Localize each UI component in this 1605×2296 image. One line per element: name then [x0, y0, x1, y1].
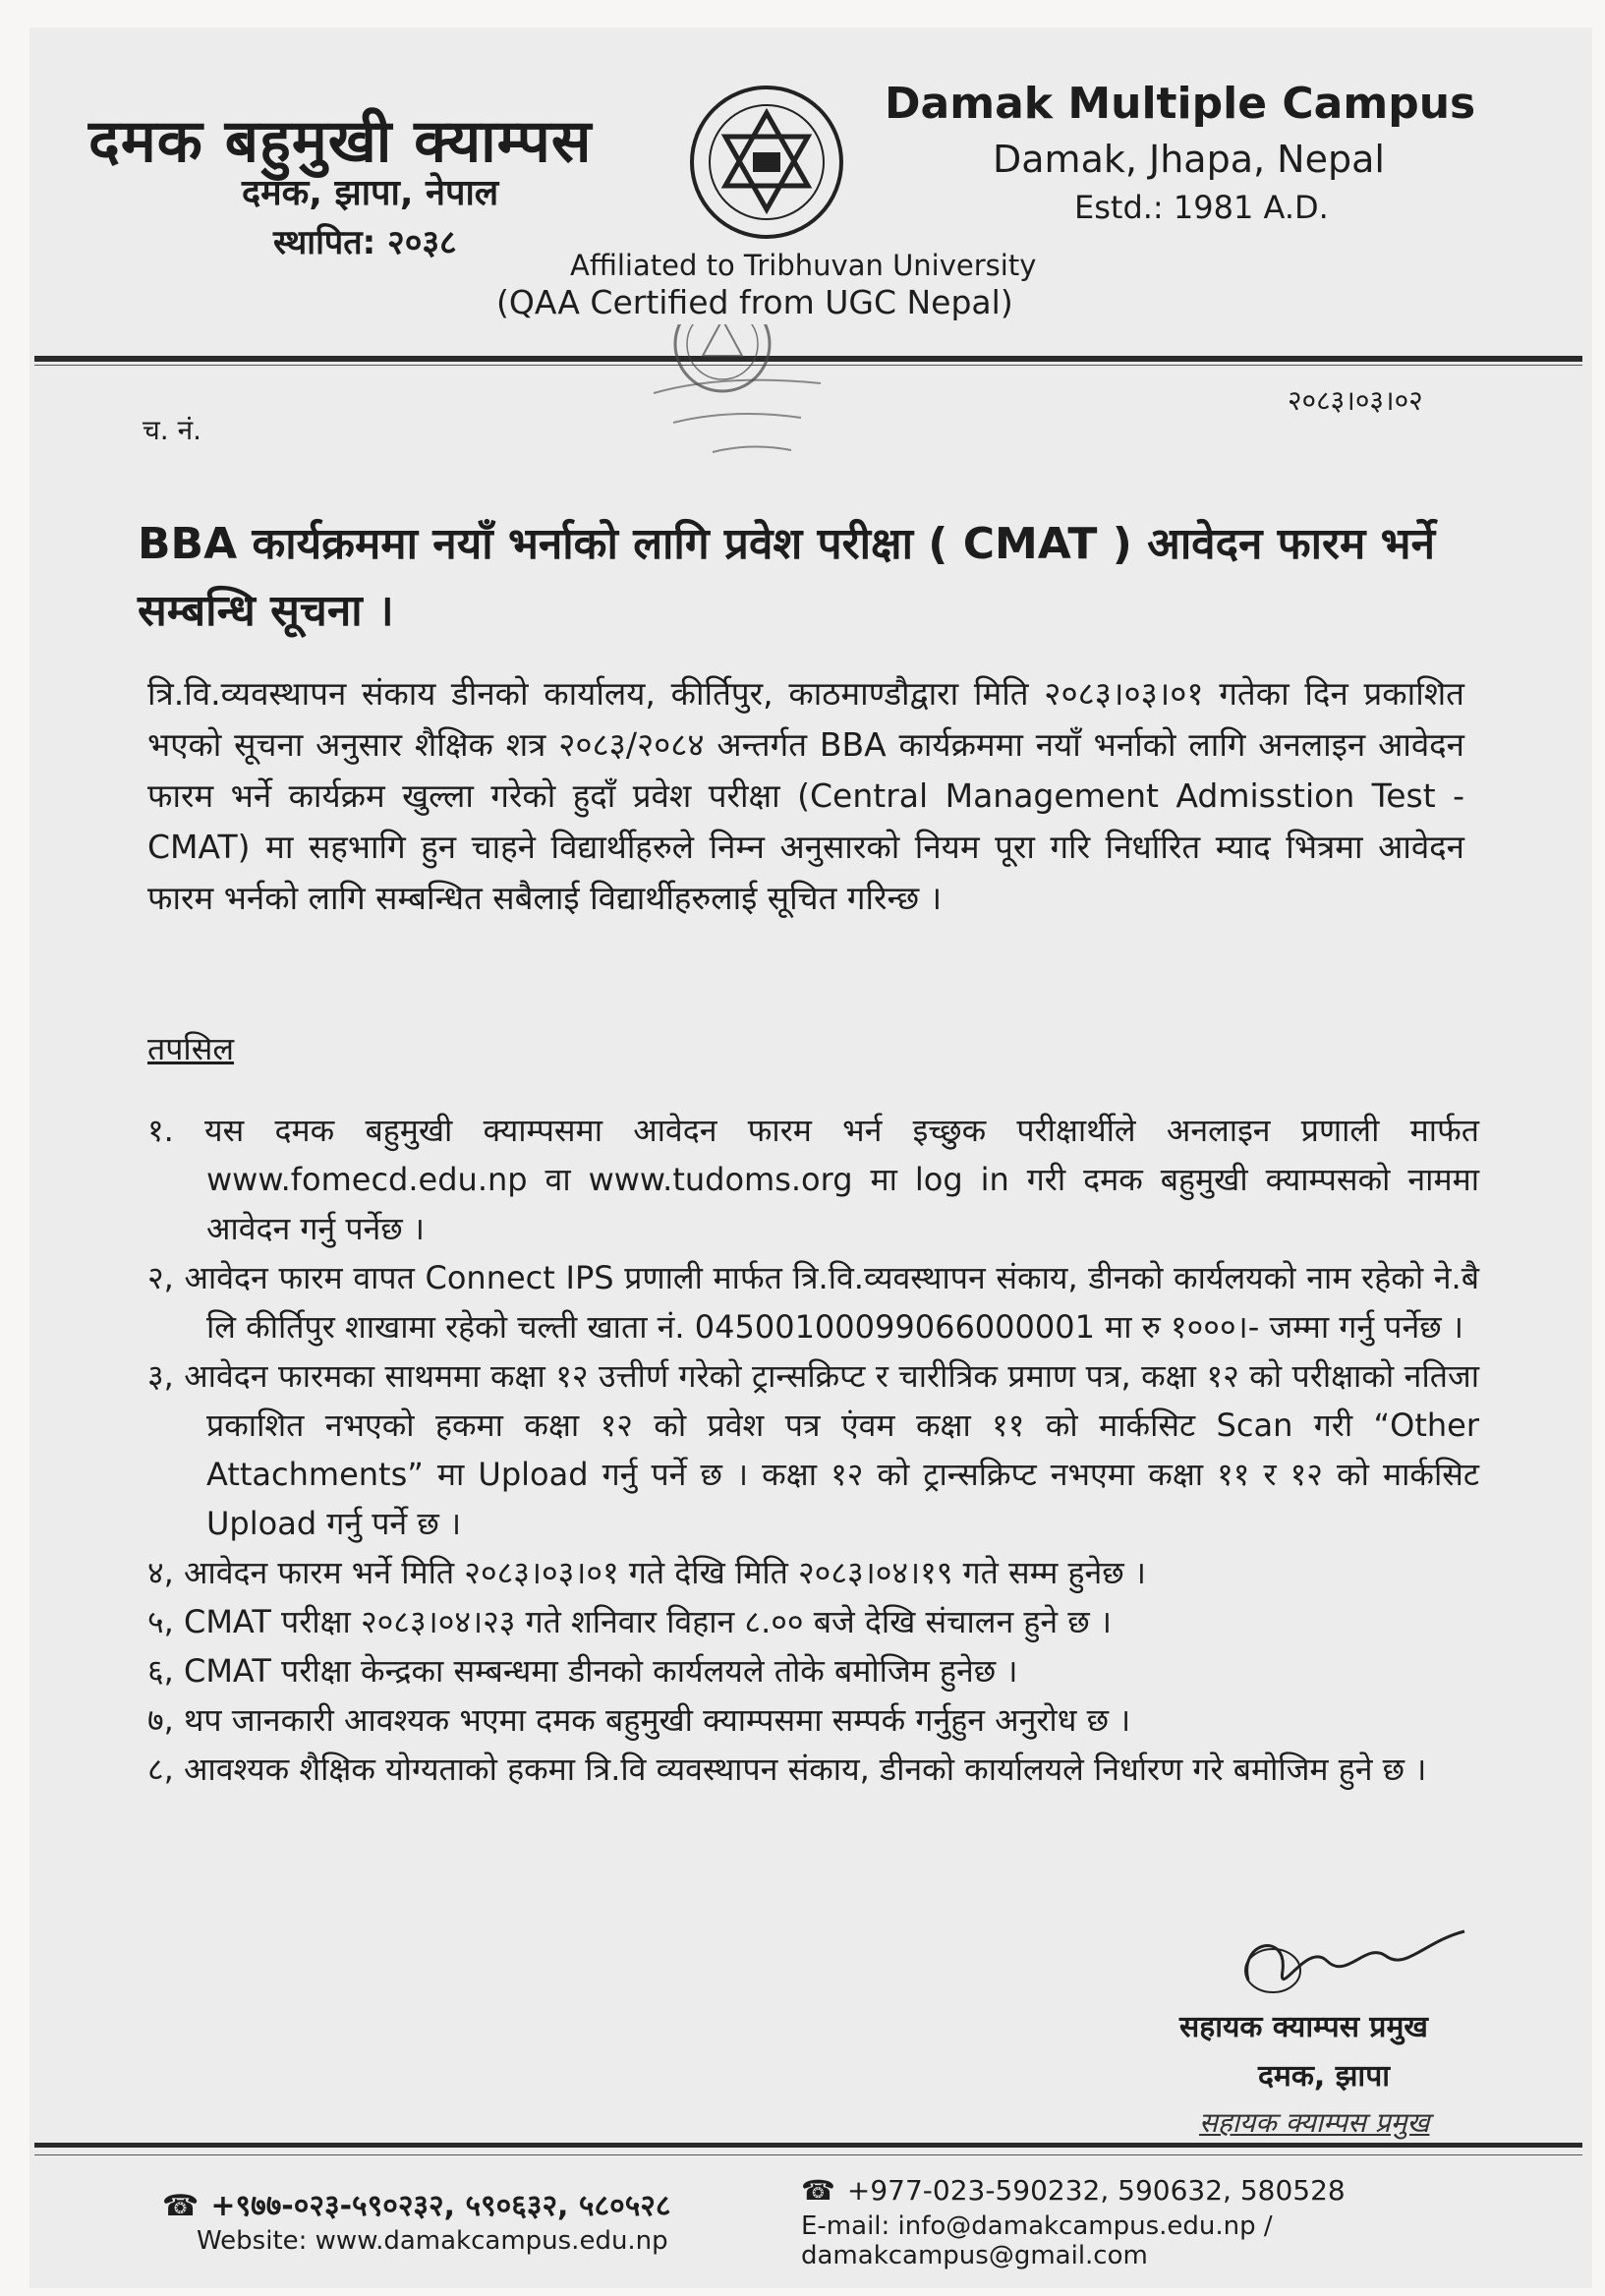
campus-name-nepali: दमक बहुमुखी क्याम्पस [88, 107, 593, 176]
campus-name-english: Damak Multiple Campus [885, 79, 1476, 129]
telephone-icon: ☎ [162, 2189, 200, 2223]
list-item: १. यस दमक बहुमुखी क्याम्पसमा आवेदन फारम भर्न इच्छुक परीक्षार्थीले अनलाइन प्रणाली मार्फत www.fomecd.edu.np वा www.tudoms.org मा log in गरी दमक बहुमुखी क्याम्पसको नाममा आवेदन गर्नु पर्नेछ । [147, 1112, 1479, 1247]
list-item: ८, आवश्यक शैक्षिक योग्यताको हकमा त्रि.वि व्यवस्थापन संकाय, डीनको कार्यालयले निर्धारण गरे बमोजिम हुने छ । [147, 1751, 1427, 1788]
signatory-title: सहायक क्याम्पस प्रमुख [1179, 2010, 1428, 2044]
footer-phone-nepali-text: +९७७-०२३-५९०२३२, ५९०६३२, ५८०५२८ [210, 2189, 671, 2223]
footer-phone-nepali [162, 2184, 671, 2224]
campus-seal [634, 324, 870, 472]
signatory-stamp: सहायक क्याम्पस प्रमुख [1199, 2106, 1430, 2139]
details-list [147, 1106, 1479, 1794]
list-item: ४, आवेदन फारम भर्ने मिति २०८३।०३।०१ गते देखि मिति २०८३।०४।१९ गते सम्म हुनेछ । [147, 1554, 1147, 1591]
footer-phone-english-text: +977-023-590232, 590632, 580528 [846, 2174, 1346, 2207]
footer-phone-english [801, 2174, 1346, 2207]
affiliation-text: Affiliated to Tribhuvan University [570, 249, 1037, 282]
notice-subject: BBA कार्यक्रममा नयाँ भर्नाको लागि प्रवेश परीक्षा ( CMAT ) आवेदन फारम भर्ने सम्बन्धि सूचना । [138, 519, 1436, 636]
reference-number-label: च. नं. [143, 414, 202, 446]
campus-address-nepali: दमक, झापा, नेपाल [242, 173, 499, 213]
list-item: ६, CMAT परीक्षा केन्द्रका सम्बन्धमा डीनको कार्यलयले तोके बमोजिम हुनेछ । [147, 1652, 1018, 1690]
letter-date: २०८३।०३।०२ [1288, 384, 1423, 417]
list-item: ५, CMAT परीक्षा २०८३।०४।२३ गते शनिवार विहान ८.०० बजे देखि संचालन हुने छ । [147, 1603, 1113, 1640]
signatory-place: दमक, झापा [1258, 2059, 1391, 2094]
footer-divider-thin [34, 2154, 1582, 2155]
footer-email: E-mail: info@damakcampus.edu.np / damakcampus@gmail.com [801, 2211, 1273, 2270]
footer-website: Website: www.damakcampus.edu.np [197, 2226, 668, 2256]
list-item: २, आवेदन फारम वापत Connect IPS प्रणाली मार्फत त्रि.वि.व्यवस्थापन संकाय, डीनको कार्यलयको नाम रहेको ने.बै लि कीर्तिपुर शाखामा रहेको चल्ती खाता नं. 04500100099066000001 मा रु १०००।- जम्मा गर्नु पर्नेछ । [147, 1259, 1479, 1346]
campus-established-nepali: स्थापित: २०३८ [273, 223, 457, 262]
qaa-certification: (QAA Certified from UGC Nepal) [496, 283, 1013, 321]
campus-established-english: Estd.: 1981 A.D. [1074, 189, 1329, 226]
list-item: ७, थप जानकारी आवश्यक भएमा दमक बहुमुखी क्याम्पसमा सम्पर्क गर्नुहुन अनुरोध छ । [147, 1701, 1131, 1739]
list-item: ३, आवेदन फारमका साथममा कक्षा १२ उत्तीर्ण गरेको ट्रान्सक्रिप्ट र चारीत्रिक प्रमाण पत्र, कक्षा १२ को परीक्षाको नतिजा प्रकाशित नभएको हकमा कक्षा १२ को प्रवेश पत्र एंवम कक्षा ११ को मार्कसिट Scan गरी “Other Attachments” मा Upload गर्नु पर्ने छ । कक्षा १२ को ट्रान्सक्रिप्ट नभएमा कक्षा ११ र १२ को मार्कसिट Upload गर्नु पर्ने छ । [147, 1357, 1479, 1542]
telephone-icon: ☎ [801, 2174, 835, 2207]
footer-divider [34, 2143, 1582, 2148]
campus-logo [688, 84, 845, 241]
notice-body: त्रि.वि.व्यवस्थापन संकाय डीनको कार्यालय, कीर्तिपुर, काठमाण्डौद्वारा मिति २०८३।०३।०१ गतेका दिन प्रकाशित भएको सूचना अनुसार शैक्षिक शत्र २०८३/२०८४ अन्तर्गत BBA कार्यक्रममा नयाँ भर्नाको लागि अनलाइन आवेदन फारम भर्ने कार्यक्रम खुल्ला गरेको हुदाँ प्रवेश परीक्षा (Central Management Admisstion Test - CMAT) मा सहभागि हुन चाहने विद्यार्थीहरुले निम्न अनुसारको नियम पूरा गरि निर्धारित म्याद भित्रमा आवेदन फारम भर्नको लागि सम्बन्धित सबैलाई विद्यार्थीहरुलाई सूचित गरिन्छ । [147, 674, 1464, 917]
campus-address-english: Damak, Jhapa, Nepal [993, 138, 1385, 181]
details-heading: तपसिल [147, 1030, 235, 1067]
